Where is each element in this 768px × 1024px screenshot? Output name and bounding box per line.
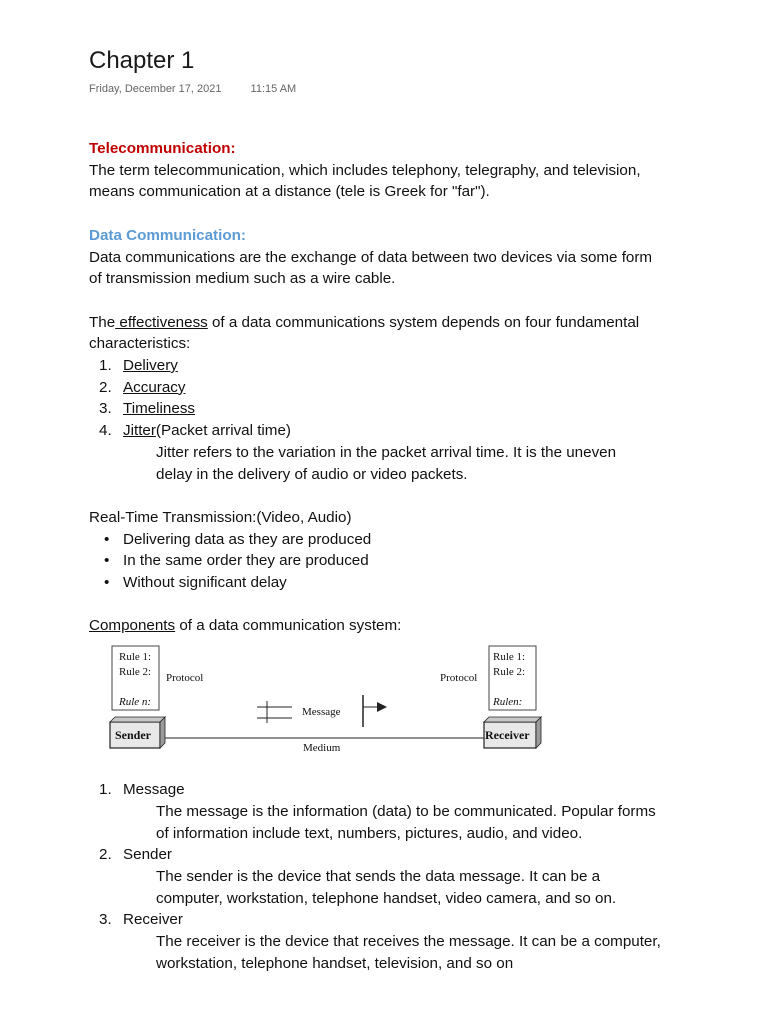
bullet-icon: • xyxy=(104,552,110,570)
spacer xyxy=(89,485,749,507)
effectiveness-post: of a data communications system depends on four fundamental xyxy=(207,313,640,331)
list-label: Timeliness xyxy=(123,400,196,418)
list-item xyxy=(89,844,749,866)
receiver-rule-n: Rulen: xyxy=(493,696,523,709)
sender-rule-n: Rule n: xyxy=(119,696,152,709)
datacomm-line-2: of transmission medium such as a wire cable. xyxy=(89,270,396,288)
effectiveness-line-1 xyxy=(89,312,749,334)
message-label: Message xyxy=(302,706,341,719)
realtime-list xyxy=(89,529,749,594)
page-time: 11:15 AM xyxy=(250,83,297,95)
sender-rule-2: Rule 2: xyxy=(119,666,152,679)
list-item xyxy=(89,529,749,551)
telecom-line-2: means communication at a distance (tele is Greek for "far"). xyxy=(89,183,490,201)
page-title: Chapter 1 xyxy=(89,47,195,74)
sender-label: Sender xyxy=(115,728,151,743)
list-label: In the same order they are produced xyxy=(123,552,369,570)
list-number: 3. xyxy=(99,400,112,418)
effectiveness-term: effectiveness xyxy=(115,313,208,331)
realtime-heading: Real-Time Transmission:(Video, Audio) xyxy=(89,508,352,526)
list-item xyxy=(89,909,749,931)
list-item-desc: computer, workstation, telephone handset, video camera, and so on. xyxy=(156,889,617,907)
receiver-label: Receiver xyxy=(485,728,530,743)
effectiveness-line-2: characteristics: xyxy=(89,335,191,353)
list-item xyxy=(89,420,749,442)
list-number: 3. xyxy=(99,911,112,929)
list-label: Jitter xyxy=(123,422,156,440)
telecom-heading: Telecommunication: xyxy=(89,140,236,157)
list-label: Message xyxy=(123,781,185,799)
list-item xyxy=(89,779,749,801)
message-arrow-head xyxy=(377,702,387,712)
list-label: Delivering data as they are produced xyxy=(123,530,372,548)
list-number: 2. xyxy=(99,846,112,864)
components-heading xyxy=(89,615,749,637)
receiver-block-top xyxy=(484,717,541,722)
page-meta xyxy=(89,83,296,95)
list-item-desc: workstation, telephone handset, television, and so on xyxy=(156,954,514,972)
bullet-icon: • xyxy=(104,530,110,548)
list-label: Delivery xyxy=(123,357,178,374)
components-list xyxy=(89,779,749,974)
list-item xyxy=(89,572,749,594)
jitter-line-1: Jitter refers to the variation in the packet arrival time. It is the uneven xyxy=(156,443,617,461)
receiver-rule-2: Rule 2: xyxy=(493,666,526,679)
list-number: 4. xyxy=(99,422,112,440)
list-item xyxy=(89,398,749,420)
note-body xyxy=(89,138,749,974)
list-label: Receiver xyxy=(123,911,183,929)
components-rest: of a data communication system: xyxy=(175,617,402,635)
list-item-desc: of information include text, numbers, pictures, audio, and video. xyxy=(156,824,583,842)
list-label: Sender xyxy=(123,846,172,864)
components-term: Components xyxy=(89,617,176,635)
jitter-line-2: delay in the delivery of audio or video packets. xyxy=(156,465,468,483)
datacomm-heading: Data Communication: xyxy=(89,226,246,244)
list-item xyxy=(89,355,749,377)
telecom-line-1: The term telecommunication, which includes telephony, telegraphy, and television, xyxy=(89,161,641,179)
spacer xyxy=(89,290,749,312)
effectiveness-pre: The xyxy=(89,313,116,331)
list-item-desc: The receiver is the device that receives the message. It can be a computer, xyxy=(156,933,661,951)
spacer xyxy=(89,594,749,616)
list-number: 1. xyxy=(99,357,112,374)
medium-label: Medium xyxy=(303,742,341,755)
receiver-rule-1: Rule 1: xyxy=(493,651,526,664)
characteristics-list xyxy=(89,355,749,442)
list-item xyxy=(89,377,749,399)
list-label: Accuracy xyxy=(123,378,186,396)
list-number: 2. xyxy=(99,378,112,396)
list-item-desc: The sender is the device that sends the data message. It can be a xyxy=(156,867,601,885)
list-item-desc: The message is the information (data) to be communicated. Popular forms xyxy=(156,802,656,820)
page-date: Friday, December 17, 2021 xyxy=(89,83,222,95)
list-number: 1. xyxy=(99,781,112,799)
communication-diagram xyxy=(107,643,547,773)
spacer xyxy=(89,203,749,225)
datacomm-line-1: Data communications are the exchange of data between two devices via some form xyxy=(89,248,653,266)
bullet-icon: • xyxy=(104,574,110,592)
sender-block-top xyxy=(110,717,165,722)
sender-rule-1: Rule 1: xyxy=(119,651,152,664)
list-label-rest: (Packet arrival time) xyxy=(155,422,291,440)
protocol-right-label: Protocol xyxy=(440,672,478,685)
list-item xyxy=(89,550,749,572)
list-label: Without significant delay xyxy=(123,574,287,592)
protocol-left-label: Protocol xyxy=(166,672,204,685)
